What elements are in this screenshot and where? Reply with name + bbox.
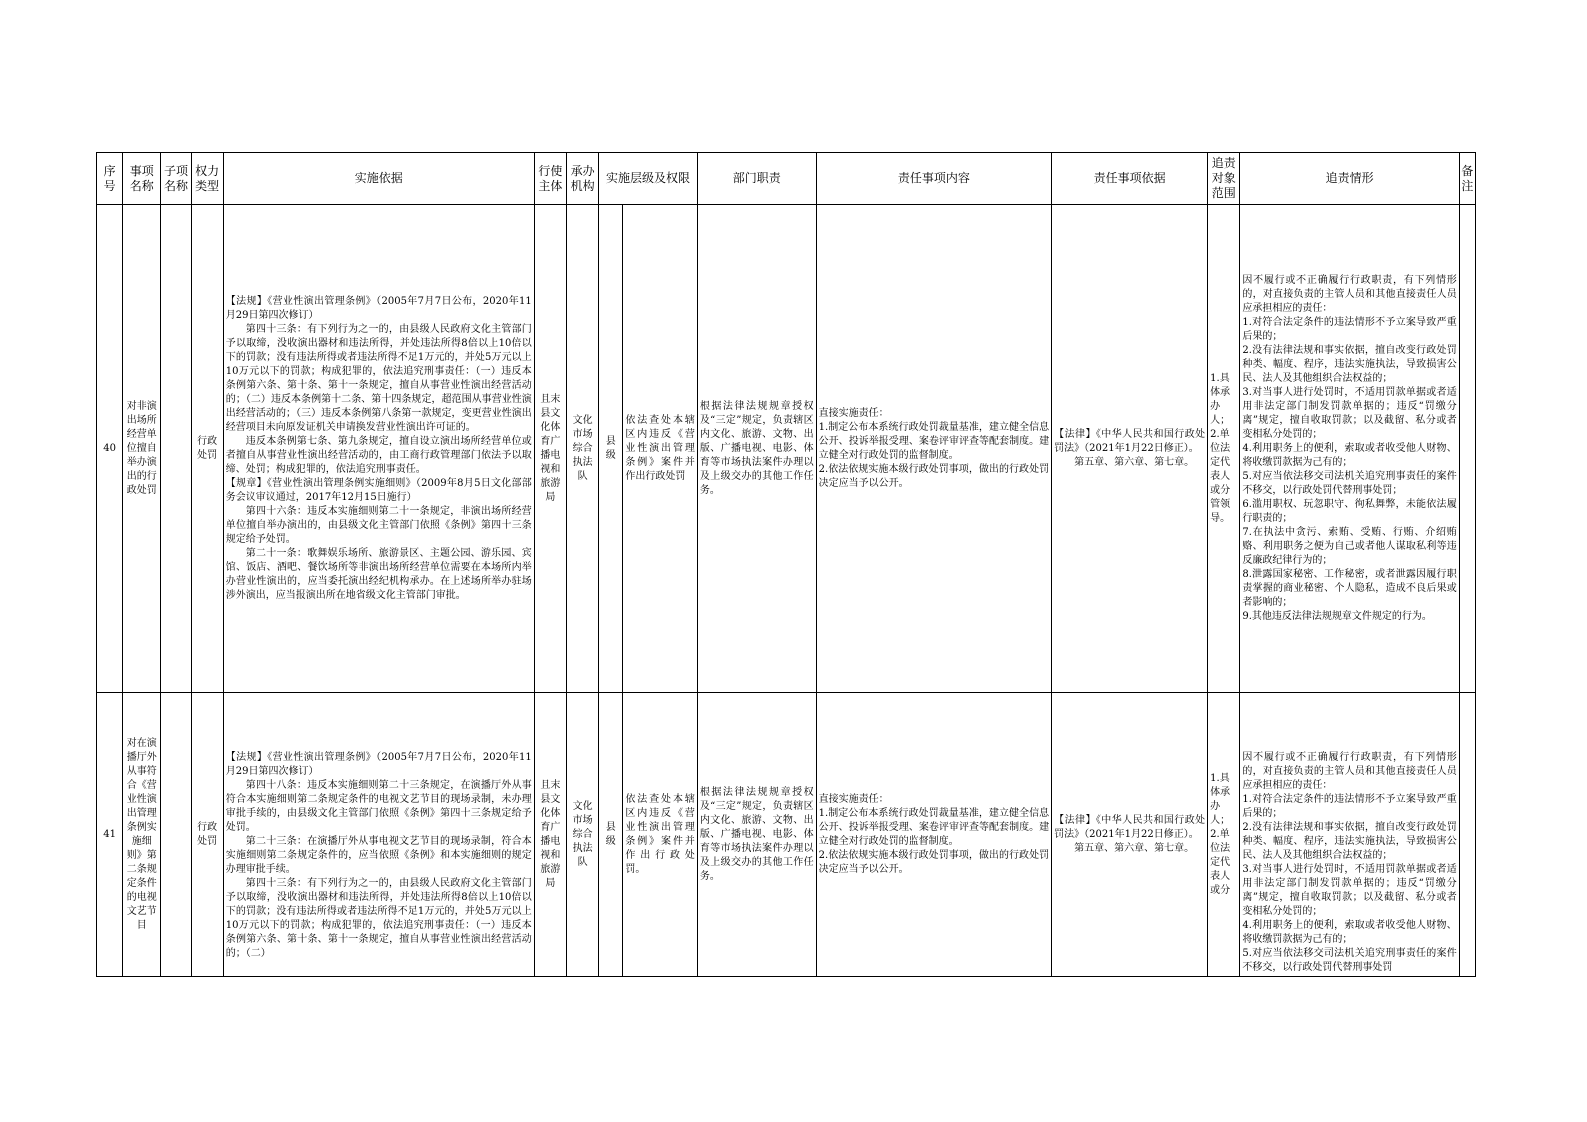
header-remark: 备注: [1459, 153, 1475, 205]
basis-paragraph: 第四十三条：有下列行为之一的，由县级人民政府文化主管部门予以取缔，没收演出器材和违法所得，并处违法所得8倍以上10倍以下的罚款；没有违法所得或者违法所得不足1万元的，并处5万元以上10万元以下的罚款；构成犯罪的，依法追究刑事责任：（一）违反本条例第六条、第十条、第十一条规定，擅自从事营业性演出经营活动的；（二）违反本条例第十二条、第十四条规定，超范围从事营业性演出经营活动的；（三）违反本条例第八条第一款规定，变更营业性演出经营项目未向原发证机关申请换发营业性演出许可证的。: [225, 323, 532, 433]
acc-case-line: 因不履行或不正确履行行政职责，有下列情形的，对直接负责的主管人员和其他直接责任人员应承担相应的责任：: [1242, 274, 1457, 314]
acc-case-line: 2.没有法律法规和事实依据，擅自改变行政处罚种类、幅度、程序，违法实施执法，导致损害公民、法人及其他组织合法权益的；: [1242, 822, 1457, 861]
resp-line: 1.制定公布本系统行政处罚裁量基准，建立健全信息公开、投诉举报受理、案卷评审评查等配套制度。建立健全对行政处罚的监督制度。: [818, 421, 1050, 461]
cell-level-a: 县级: [599, 205, 623, 693]
cell-power-type: 行政处罚: [191, 693, 223, 977]
basis-paragraph: 【法规】《营业性演出管理条例》（2005年7月7日公布，2020年11月29日第四次修订）: [225, 295, 532, 321]
resp-basis-line: 【法律】《中华人民共和国行政处罚法》（2021年1月22日修正）。: [1054, 814, 1206, 840]
acc-case-line: 8.泄露国家秘密、工作秘密，或者泄露因履行职责掌握的商业秘密、个人隐私，造成不良后果或者影响的；: [1242, 568, 1457, 608]
resp-line: 直接实施责任：: [818, 407, 889, 419]
acc-case-line: 1.对符合法定条件的违法情形不予立案导致严重后果的；: [1242, 316, 1457, 342]
acc-case-line: 7.在执法中贪污、索贿、受贿、行贿、介绍贿赂、利用职务之便为自己或者他人谋取私利等违反廉政纪律行为的；: [1242, 526, 1457, 566]
cell-agency: 文化市场综合执法队: [567, 205, 599, 693]
resp-line: 2.依法依规实施本级行政处罚事项，做出的行政处罚决定应当予以公开。: [818, 849, 1050, 875]
header-basis: 实施依据: [223, 153, 534, 205]
acc-case-line: 1.对符合法定条件的违法情形不予立案导致严重后果的；: [1242, 794, 1457, 819]
acc-case-line: 3.对当事人进行处罚时，不适用罚款单据或者适用非法定部门制发罚款单据的；违反“罚缴分离”规定，擅自收取罚款；以及截留、私分或者变相私分处罚的；: [1242, 386, 1457, 440]
header-agency: 承办机构: [567, 153, 599, 205]
resp-line: 1.制定公布本系统行政处罚裁量基准，建立健全信息公开、投诉举报受理、案卷评审评查等配套制度。建立健全对行政处罚的监督制度。: [818, 807, 1050, 847]
cell-level-b: 依法查处本辖区内违反《营业性演出管理条例》案件并作出行政处罚。: [623, 693, 698, 977]
header-row: [97, 153, 1476, 205]
header-resp-basis: 责任事项依据: [1052, 153, 1208, 205]
cell-resp-basis: [1052, 693, 1208, 977]
header-resp-content: 责任事项内容: [816, 153, 1052, 205]
cell-power-type: 行政处罚: [191, 205, 223, 693]
cell-basis: [223, 693, 534, 977]
header-sub-item: 子项名称: [161, 153, 191, 205]
header-acc-cases: 追责情形: [1240, 153, 1459, 205]
cell-sub-item: [161, 693, 191, 977]
cell-resp-basis: [1052, 205, 1208, 693]
acc-case-line: 5.对应当依法移交司法机关追究刑事责任的案件不移交，以行政处罚代替刑事处罚；: [1242, 470, 1457, 496]
cell-subject: 且末县文化体育广播电视和旅游局: [534, 205, 566, 693]
cell-acc-cases: [1240, 205, 1459, 693]
header-subject: 行使主体: [534, 153, 566, 205]
acc-scope-line: 1.具体承办人；: [1210, 772, 1231, 826]
cell-sub-item: [161, 205, 191, 693]
basis-paragraph: 【规章】《营业性演出管理条例实施细则》（2009年8月5日文化部部务会议审议通过，2017年12月15日施行）: [225, 477, 532, 503]
cell-remark: [1459, 205, 1475, 693]
resp-line: 直接实施责任：: [818, 793, 889, 805]
cell-seq: 40: [97, 205, 123, 693]
header-item-name: 事项名称: [123, 153, 161, 205]
table-row: [97, 693, 1476, 977]
cell-remark: [1459, 693, 1475, 977]
cell-dept-duty: 根据法律法规规章授权及“三定”规定，负责辖区内文化、旅游、文物、出版、广播电视、电影、体育等市场执法案件办理以及上级交办的其他工作任务。: [697, 693, 816, 977]
cell-item-name: 对在演播厅外从事符合《营业性演出管理条例实施细则》第二条规定条件的电视文艺节目: [123, 693, 161, 977]
resp-line: 2.依法依规实施本级行政处罚事项，做出的行政处罚决定应当予以公开。: [818, 463, 1050, 489]
header-dept-duty: 部门职责: [697, 153, 816, 205]
header-seq: 序号: [97, 153, 123, 205]
cell-subject: 且末县文化体育广播电视和旅游局: [534, 693, 566, 977]
cell-item-name: 对非演出场所经营单位擅自举办演出的行政处罚: [123, 205, 161, 693]
cell-acc-scope: [1208, 693, 1240, 977]
acc-case-line: 5.对应当依法移交司法机关追究刑事责任的案件不移交，以行政处罚代替刑事处罚: [1242, 948, 1457, 973]
table-row: [97, 205, 1476, 693]
acc-scope-line: 2.单位法定代表人或分管领导。: [1210, 428, 1231, 524]
basis-paragraph: 第二十一条：歌舞娱乐场所、旅游景区、主题公园、游乐园、宾馆、饭店、酒吧、餐饮场所等非演出场所经营单位需要在本场所内举办营业性演出的，应当委托演出经纪机构承办。在上述场所举办驻场涉外演出，应当报演出所在地省级文化主管部门审批。: [225, 547, 532, 601]
acc-case-line: 6.滥用职权、玩忽职守、徇私舞弊，未能依法履行职责的；: [1242, 498, 1457, 524]
cell-acc-cases: [1240, 693, 1459, 977]
basis-paragraph: 第四十三条：有下列行为之一的，由县级人民政府文化主管部门予以取缔，没收演出器材和违法所得，并处违法所得8倍以上10倍以下的罚款；没有违法所得或者违法所得不足1万元的，并处5万元以上10万元以下的罚款；构成犯罪的，依法追究刑事责任：（一）违反本条例第六条、第十条、第十一条规定，擅自从事营业性演出经营活动的；（二）: [225, 878, 532, 959]
responsibility-table: [96, 152, 1476, 977]
cell-resp-content: [816, 205, 1052, 693]
cell-level-b: 依法查处本辖区内违反《营业性演出管理条例》案件并作出行政处罚: [623, 205, 698, 693]
acc-case-line: 因不履行或不正确履行行政职责，有下列情形的，对直接负责的主管人员和其他直接责任人员应承担相应的责任：: [1242, 752, 1457, 791]
basis-paragraph: 第四十六条：违反本实施细则第二十一条规定，非演出场所经营单位擅自举办演出的，由县级文化主管部门依照《条例》第四十三条规定给予处罚。: [225, 505, 532, 545]
header-acc-scope: 追责对象范围: [1208, 153, 1240, 205]
acc-scope-line: 1.具体承办人；: [1210, 372, 1231, 426]
header-level: 实施层级及权限: [599, 153, 698, 205]
basis-paragraph: 第四十八条：违反本实施细则第二十三条规定，在演播厅外从事符合本实施细则第二条规定条件的电视文艺节目的现场录制，未办理审批手续的，由县级文化主管部门依照《条例》第四十三条规定给予处罚。: [225, 780, 532, 833]
acc-case-line: 9.其他违反法律法规规章文件规定的行为。: [1242, 610, 1432, 622]
resp-basis-line: 【法律】《中华人民共和国行政处罚法》（2021年1月22日修正）。: [1054, 428, 1206, 454]
acc-case-line: 4.利用职务上的便利，索取或者收受他人财物、将收缴罚款据为己有的；: [1242, 920, 1457, 945]
cell-dept-duty: 根据法律法规规章授权及“三定”规定，负责辖区内文化、旅游、文物、出版、广播电视、电影、体育等市场执法案件办理以及上级交办的其他工作任务。: [697, 205, 816, 693]
cell-agency: 文化市场综合执法队: [567, 693, 599, 977]
cell-level-a: 县级: [599, 693, 623, 977]
basis-paragraph: 【法规】《营业性演出管理条例》（2005年7月7日公布，2020年11月29日第四次修订）: [225, 752, 532, 777]
header-power-type: 权力类型: [191, 153, 223, 205]
cell-seq: 41: [97, 693, 123, 977]
acc-case-line: 4.利用职务上的便利，索取或者收受他人财物、将收缴罚款据为己有的；: [1242, 442, 1457, 468]
cell-basis: [223, 205, 534, 693]
basis-paragraph: 第二十三条：在演播厅外从事电视文艺节目的现场录制，符合本实施细则第二条规定条件的，应当依照《条例》和本实施细则的规定办理审批手续。: [225, 836, 532, 875]
resp-basis-line: 第五章、第六章、第七章。: [1074, 456, 1195, 468]
acc-case-line: 3.对当事人进行处罚时，不适用罚款单据或者适用非法定部门制发罚款单据的；违反“罚缴分离”规定，擅自收取罚款；以及截留、私分或者变相私分处罚的；: [1242, 864, 1457, 917]
resp-basis-line: 第五章、第六章、第七章。: [1074, 842, 1195, 854]
acc-scope-line: 2.单位法定代表人或分: [1210, 828, 1231, 896]
cell-acc-scope: [1208, 205, 1240, 693]
cell-resp-content: [816, 693, 1052, 977]
responsibility-list-sheet: [96, 152, 1476, 973]
basis-paragraph: 违反本条例第七条、第九条规定，擅自设立演出场所经营单位或者擅自从事营业性演出经营活动的，由工商行政管理部门依法予以取缔、处罚；构成犯罪的，依法追究刑事责任。: [225, 435, 532, 475]
acc-case-line: 2.没有法律法规和事实依据，擅自改变行政处罚种类、幅度、程序，违法实施执法，导致损害公民、法人及其他组织合法权益的；: [1242, 344, 1457, 384]
